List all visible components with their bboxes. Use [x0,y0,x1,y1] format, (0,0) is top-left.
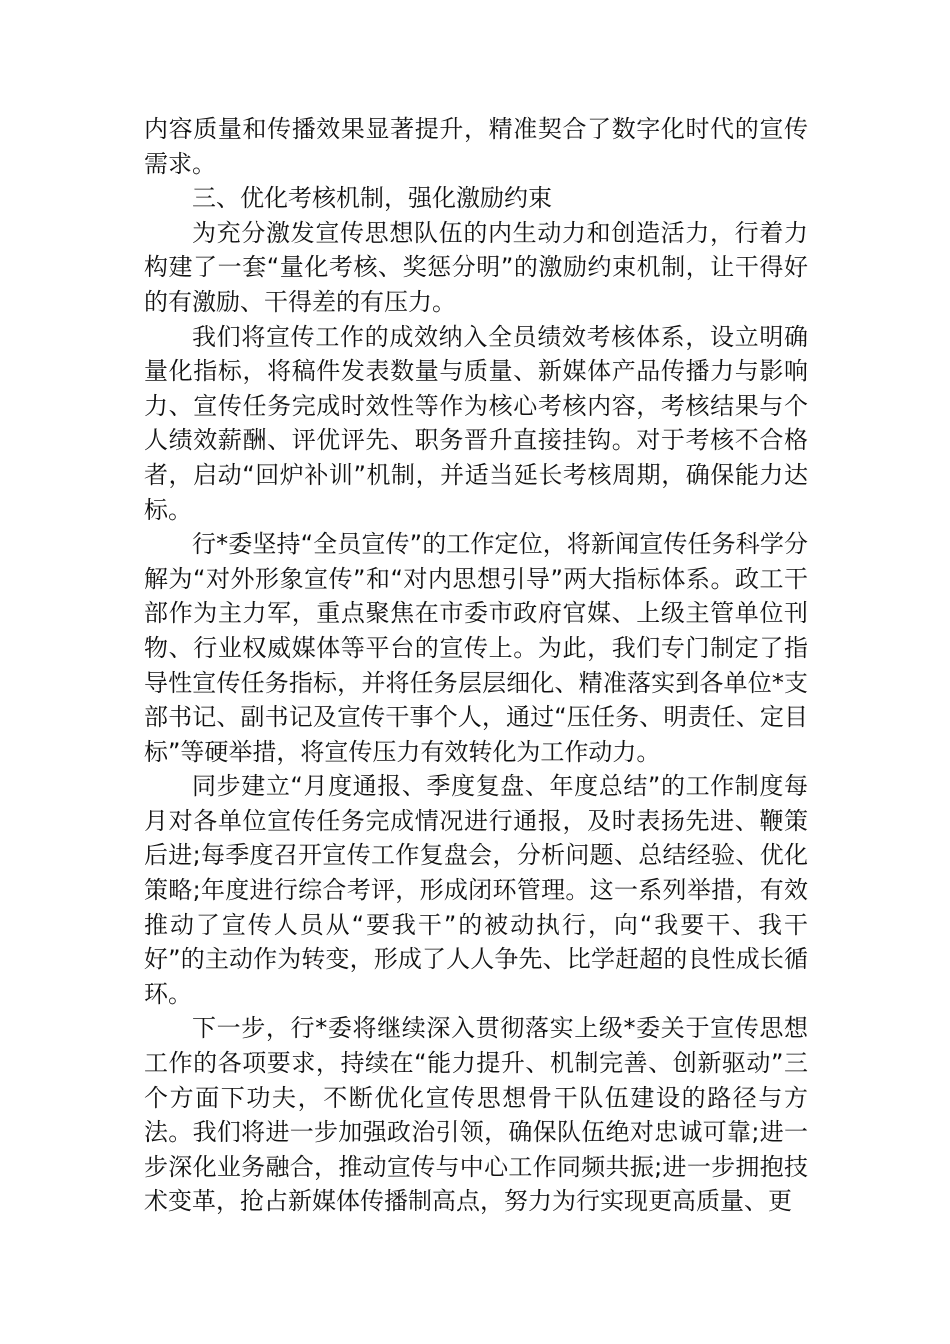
paragraph: 下一步，行*委将继续深入贯彻落实上级*委关于宣传思想工作的各项要求，持续在“能力提升、机制完善、创新驱动”三个方面下功夫，不断优化宣传思想骨干队伍建设的路径与方法。我们将进一步加强政治引领，确保队伍绝对忠诚可靠;进一步深化业务融合，推动宣传与中心工作同频共振;进一步拥抱技术变革，抢占新媒体传播制高点，努力为行实现更高质量、更 [144,1014,808,1216]
paragraph: 为充分激发宣传思想队伍的内生动力和创造活力，行着力构建了一套“量化考核、奖惩分明”的激励约束机制，让干得好的有激励、干得差的有压力。 [144,218,808,316]
paragraph: 同步建立“月度通报、季度复盘、年度总结”的工作制度每月对各单位宣传任务完成情况进行通报，及时表扬先进、鞭策后进;每季度召开宣传工作复盘会，分析问题、总结经验、优化策略;年度进行综合考评，形成闭环管理。这一系列举措，有效推动了宣传人员从“要我干”的被动执行，向“我要干、我干好”的主动作为转变，形成了人人争先、比学赶超的良性成长循环。 [144,772,808,1008]
paragraph: 我们将宣传工作的成效纳入全员绩效考核体系，设立明确量化指标，将稿件发表数量与质量、新媒体产品传播力与影响力、宣传任务完成时效性等作为核心考核内容，考核结果与个人绩效薪酬、评优评先、职务晋升直接挂钩。对于考核不合格者，启动“回炉补训”机制，并适当延长考核周期，确保能力达标。 [144,322,808,524]
paragraph-continuation: 内容质量和传播效果显著提升，精准契合了数字化时代的宣传需求。 [144,115,808,178]
document-body [144,112,808,1219]
paragraph: 行*委坚持“全员宣传”的工作定位，将新闻宣传任务科学分解为“对外形象宣传”和“对内思想引导”两大指标体系。政工干部作为主力军，重点聚焦在市委市政府官媒、上级主管单位刊物、行业权威媒体等平台的宣传上。为此，我们专门制定了指导性宣传任务指标，并将任务层层细化、精准落实到各单位*支部书记、副书记及宣传干事个人，通过“压任务、明责任、定目标”等硬举措，将宣传压力有效转化为工作动力。 [144,530,808,766]
section-heading: 三、优化考核机制，强化激励约束 [192,184,552,213]
